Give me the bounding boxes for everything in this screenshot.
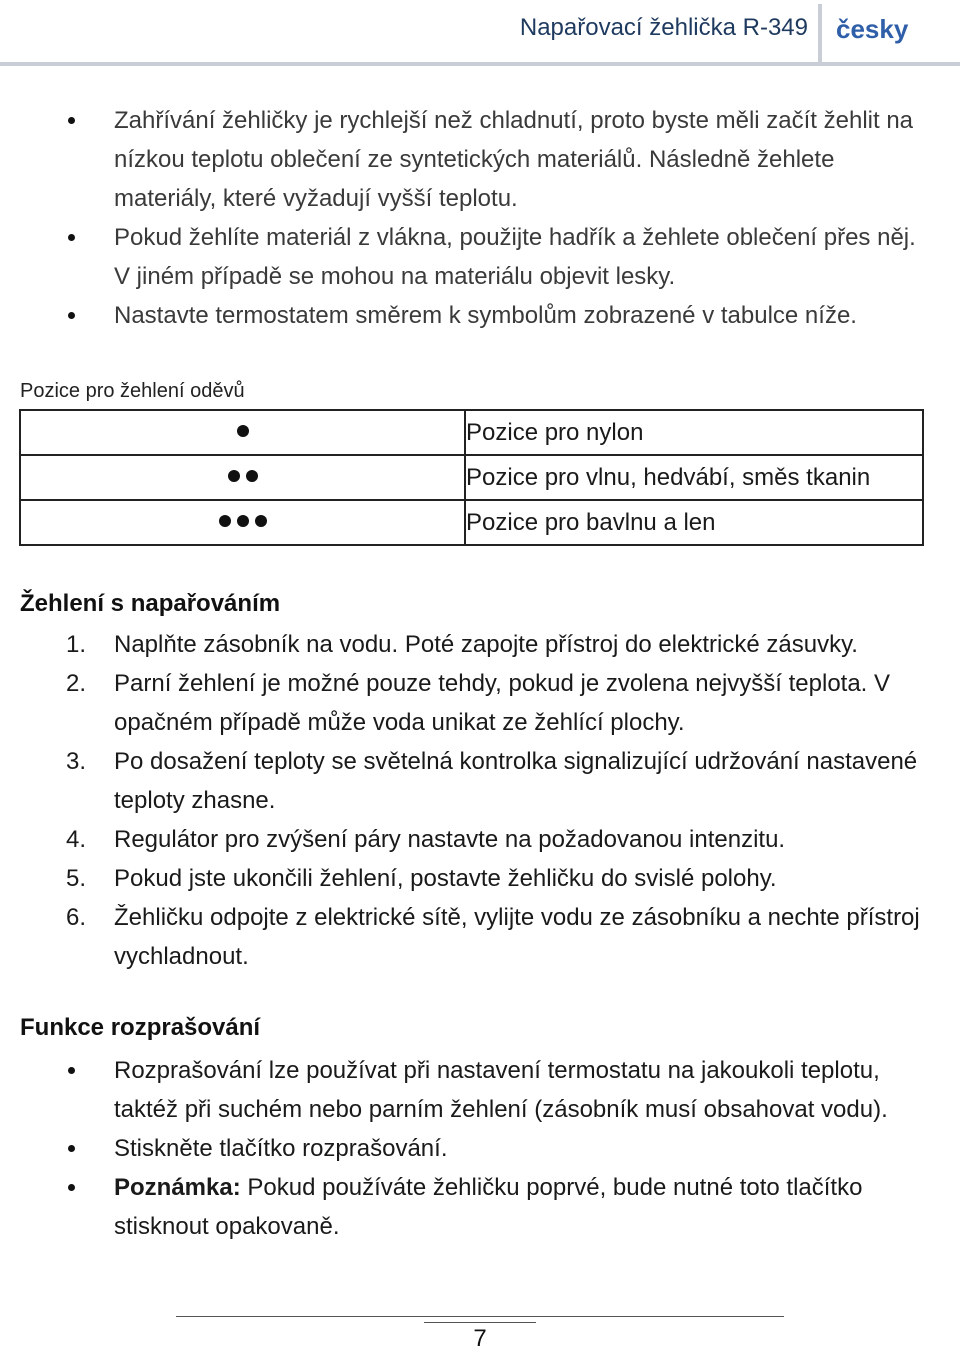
bullet-icon: [68, 1145, 75, 1152]
steam-ironing-heading: Žehlení s napařováním: [20, 590, 281, 617]
step-number: 6.: [66, 904, 87, 931]
footer-rule: [176, 1316, 784, 1317]
ironing-positions-table: [19, 409, 924, 546]
header-rule: [0, 62, 960, 66]
note-body: Pokud používáte žehličku poprvé, bude nutné toto tlačítko stisknout opakovaně.: [114, 1174, 863, 1240]
note-label: Poznámka:: [114, 1174, 241, 1201]
table-row: [20, 455, 923, 500]
list-item: [0, 820, 960, 859]
step-text: Parní žehlení je možné pouze tehdy, pokud je zvolena nejvyšší teplota. V opačném případě může voda unikat ze žehlící plochy.: [114, 670, 891, 736]
list-item: [0, 625, 960, 664]
table-cell: Pozice pro nylon: [465, 410, 923, 455]
header-divider: [818, 4, 822, 62]
temperature-symbol-three-dots: [20, 500, 465, 545]
step-number: 2.: [66, 670, 87, 697]
table-cell: Pozice pro vlnu, hedvábí, směs tkanin: [465, 455, 923, 500]
bullet-icon: [68, 117, 75, 124]
list-item: [0, 664, 960, 742]
note-text: [114, 1168, 930, 1246]
footer-rule: [424, 1322, 536, 1323]
list-item: [0, 101, 960, 218]
list-item-text: Nastavte termostatem směrem k symbolům zobrazené v tabulce níže.: [114, 302, 857, 329]
step-number: 4.: [66, 826, 87, 853]
step-number: 5.: [66, 865, 87, 892]
dot-icon: [246, 470, 258, 482]
dot-icon: [219, 515, 231, 527]
step-number: 1.: [66, 631, 87, 658]
step-number: 3.: [66, 748, 87, 775]
list-item-text: Pokud žehlíte materiál z vlákna, použijte hadřík a žehlete oblečení přes něj. V jiném případě se mohou na materiálu objevit lesky.: [114, 224, 916, 290]
step-text: Regulátor pro zvýšení páry nastavte na požadovanou intenzitu.: [114, 826, 786, 853]
list-item-text: Zahřívání žehličky je rychlejší než chladnutí, proto byste měli začít žehlit na nízkou teplotu oblečení ze syntetických materiálů. Následně žehlete materiály, které vyžadují vyšší teplotu.: [114, 107, 914, 212]
dot-icon: [255, 515, 267, 527]
table-cell: Pozice pro bavlnu a len: [465, 500, 923, 545]
step-text: Žehličku odpojte z elektrické sítě, vylijte vodu ze zásobníku a nechte přístroj vychladnout.: [114, 904, 920, 970]
list-item: [0, 296, 960, 335]
list-item: [0, 898, 960, 976]
bullet-icon: [68, 234, 75, 241]
table-row: [20, 500, 923, 545]
step-text: Po dosažení teploty se světelná kontrolka signalizující udržování nastavené teploty zhasne.: [114, 748, 918, 814]
step-text: Pokud jste ukončili žehlení, postavte žehličku do svislé polohy.: [114, 865, 777, 892]
list-item: [0, 742, 960, 820]
list-item: [0, 1168, 960, 1246]
dot-icon: [237, 515, 249, 527]
list-item-text: Stiskněte tlačítko rozprašování.: [114, 1135, 448, 1162]
list-item: [0, 1129, 960, 1168]
bullet-icon: [68, 1067, 75, 1074]
steam-steps-list: [0, 625, 960, 976]
page-header: [0, 0, 960, 66]
table-row: [20, 410, 923, 455]
bullet-icon: [68, 1184, 75, 1191]
dot-icon: [237, 425, 249, 437]
list-item: [0, 218, 960, 296]
list-item-text: Rozprašování lze používat při nastavení termostatu na jakoukoli teplotu, taktéž při suchém nebo parním žehlení (zásobník musí obsahovat vodu).: [114, 1057, 888, 1123]
page-number: 7: [473, 1325, 487, 1352]
spray-bullet-list: [0, 1051, 960, 1246]
dot-icon: [228, 470, 240, 482]
language-label: česky: [836, 14, 909, 44]
intro-bullet-list: [0, 101, 960, 335]
list-item: [0, 859, 960, 898]
spray-function-heading: Funkce rozprašování: [20, 1014, 261, 1041]
temperature-symbol-two-dots: [20, 455, 465, 500]
bullet-icon: [68, 312, 75, 319]
step-text: Naplňte zásobník na vodu. Poté zapojte přístroj do elektrické zásuvky.: [114, 631, 858, 658]
table-caption: Pozice pro žehlení oděvů: [20, 380, 245, 402]
document-title: Napařovací žehlička R-349: [519, 14, 808, 41]
temperature-symbol-one-dot: [20, 410, 465, 455]
list-item: [0, 1051, 960, 1129]
